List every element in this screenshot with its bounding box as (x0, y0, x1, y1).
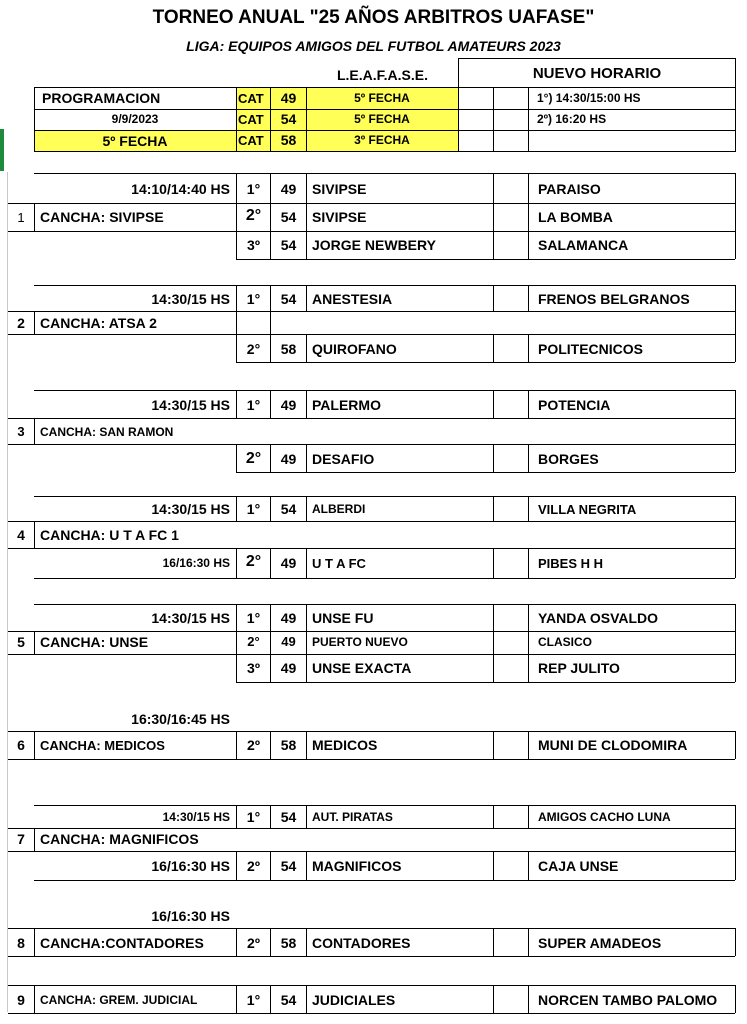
home-team: MEDICOS (312, 737, 378, 753)
venue-name: CANCHA: U T A FC 1 (40, 527, 179, 543)
match-cat: 58 (280, 935, 297, 951)
venue-number: 8 (17, 935, 25, 951)
match-order: 1° (246, 610, 261, 626)
match-cat: 49 (280, 610, 297, 626)
home-team: SIVIPSE (312, 209, 367, 225)
venue-name: CANCHA: MEDICOS (40, 738, 165, 753)
match-cat: 49 (281, 634, 296, 649)
match-cat: 49 (280, 451, 297, 467)
venue-number: 1 (17, 210, 25, 225)
league-label: L.E.A.F.A.S.E. (336, 67, 428, 83)
horario-entry: 1°) 14:30/15:00 HS (537, 91, 641, 105)
match-time: 16/16:30 HS (162, 556, 230, 570)
venue-name: CANCHA: MAGNIFICOS (40, 831, 199, 847)
home-team: CONTADORES (312, 935, 411, 951)
match-time: 16/16:30 HS (151, 858, 230, 874)
venue-name: CANCHA: SAN RAMON (40, 425, 174, 439)
cat-fecha: 5º FECHA (354, 91, 410, 105)
venue-name: CANCHA:CONTADORES (40, 935, 204, 951)
cat-number: 54 (280, 111, 297, 127)
match-time: 14:30/15 HS (162, 810, 230, 824)
away-team: BORGES (538, 451, 599, 467)
cat-number: 49 (280, 90, 297, 106)
venue-name: CANCHA: SIVIPSE (40, 209, 164, 225)
match-cat: 54 (280, 501, 297, 517)
match-time: 16:30/16:45 HS (131, 711, 230, 727)
date-label: 9/9/2023 (111, 112, 159, 126)
match-order: 3º (247, 660, 260, 676)
sheet-edge-marker (0, 129, 4, 171)
match-order: 1° (246, 291, 261, 307)
match-cat: 58 (280, 341, 297, 357)
home-team: UNSE FU (312, 610, 374, 626)
cat-fecha: 3º FECHA (354, 133, 410, 147)
home-team: MAGNIFICOS (312, 858, 402, 874)
match-order: 1° (246, 809, 261, 825)
away-team: PIBES H H (538, 556, 604, 571)
match-time: 14:30/15 HS (151, 610, 230, 626)
venue-name: CANCHA: UNSE (40, 634, 149, 650)
match-order: 2° (246, 341, 261, 357)
match-time: 14:30/15 HS (151, 291, 230, 307)
away-team: SUPER AMADEOS (538, 935, 662, 951)
away-team: PARAISO (538, 181, 601, 197)
away-team: FRENOS BELGRANOS (538, 291, 690, 307)
nuevo-horario-label: NUEVO HORARIO (532, 65, 662, 82)
match-order: 2° (247, 634, 260, 649)
page-subtitle: LIGA: EQUIPOS AMIGOS DEL FUTBOL AMATEURS 2023 (186, 38, 561, 54)
away-team: AMIGOS CACHO LUNA (538, 810, 671, 824)
away-team: MUNI DE CLODOMIRA (538, 737, 688, 753)
home-team: DESAFIO (312, 451, 375, 467)
away-team: POLITECNICOS (538, 341, 644, 357)
match-cat: 54 (280, 809, 297, 825)
match-order: 2° (245, 553, 262, 570)
away-team: LA BOMBA (538, 209, 613, 225)
home-team: ALBERDI (312, 502, 366, 516)
match-order: 1° (246, 397, 261, 413)
venue-number: 5 (17, 634, 25, 650)
away-team: CAJA UNSE (538, 858, 619, 874)
match-order: 1° (246, 181, 261, 197)
match-order: 2° (245, 207, 262, 224)
match-order: 2º (247, 737, 260, 753)
match-cat: 49 (280, 660, 297, 676)
venue-number: 7 (17, 831, 25, 847)
cat-number: 58 (280, 132, 297, 148)
match-cat: 54 (280, 291, 297, 307)
away-team: POTENCIA (538, 397, 611, 413)
match-order: 2º (247, 858, 260, 874)
match-order: 2° (245, 450, 262, 467)
venue-number: 2 (17, 315, 25, 331)
match-cat: 49 (280, 397, 297, 413)
away-team: NORCEN TAMBO PALOMO (538, 992, 718, 1008)
venue-number: 3 (17, 424, 25, 439)
cat-label: CAT (238, 133, 264, 148)
match-time: 14:10/14:40 HS (131, 181, 230, 197)
programacion-label: PROGRAMACION (42, 90, 161, 106)
home-team: ANESTESIA (312, 291, 393, 307)
cat-fecha: 5º FECHA (354, 112, 410, 126)
venue-name: CANCHA: ATSA 2 (40, 315, 157, 331)
venue-number: 4 (17, 527, 25, 543)
match-cat: 49 (280, 181, 297, 197)
home-team: AUT. PIRATAS (312, 810, 393, 824)
home-team: PALERMO (312, 397, 381, 413)
venue-number: 9 (17, 992, 25, 1008)
away-team: YANDA OSVALDO (538, 610, 659, 626)
away-team: CLASICO (538, 635, 592, 649)
venue-name: CANCHA: GREM. JUDICIAL (40, 993, 198, 1007)
home-team: UNSE EXACTA (312, 660, 412, 676)
home-team: JORGE NEWBERY (312, 237, 436, 253)
page-title: TORNEO ANUAL "25 AÑOS ARBITROS UAFASE" (152, 7, 595, 28)
cat-label: CAT (238, 112, 264, 127)
away-team: REP JULITO (538, 660, 620, 676)
home-team: U T A FC (312, 556, 366, 571)
match-cat: 49 (280, 555, 297, 571)
cat-label: CAT (238, 91, 264, 106)
match-time: 16/16:30 HS (151, 908, 230, 924)
match-order: 1° (246, 992, 261, 1008)
match-order: 2º (247, 935, 260, 951)
home-team: QUIROFANO (312, 341, 397, 357)
match-order: 1° (246, 501, 261, 517)
sheet-left-border (7, 172, 8, 1012)
match-cat: 54 (280, 858, 297, 874)
match-time: 14:30/15 HS (151, 397, 230, 413)
match-order: 3º (247, 237, 260, 253)
match-cat: 54 (280, 237, 297, 253)
home-team: SIVIPSE (312, 181, 367, 197)
home-team: JUDICIALES (312, 992, 396, 1008)
match-cat: 54 (280, 209, 297, 225)
match-cat: 54 (280, 992, 297, 1008)
fecha-label: 5º FECHA (102, 133, 168, 149)
away-team: SALAMANCA (538, 237, 629, 253)
match-cat: 58 (280, 737, 297, 753)
away-team: VILLA NEGRITA (538, 502, 637, 517)
home-team: PUERTO NUEVO (312, 635, 408, 649)
match-time: 14:30/15 HS (151, 501, 230, 517)
horario-entry: 2º) 16:20 HS (537, 112, 607, 126)
venue-number: 6 (17, 737, 25, 753)
